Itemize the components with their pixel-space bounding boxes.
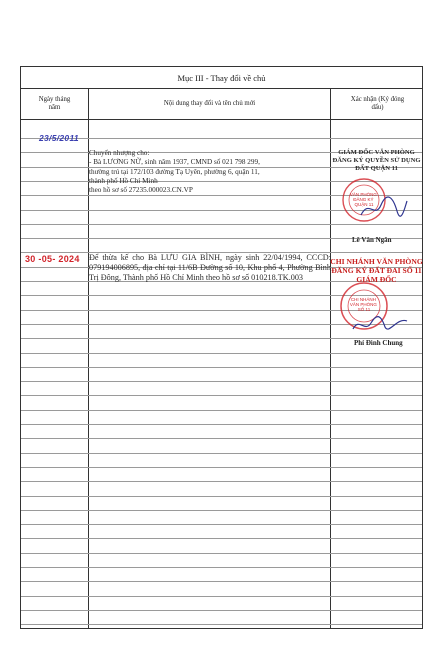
entry-1-authority: GIÁM ĐỐC VĂN PHÒNG ĐĂNG KÝ QUYỀN SỬ DỤNG ĐẤT QUẬN 11 — [332, 149, 421, 172]
entry-1-line: theo hồ sơ số 27235.000023.CN.VP — [89, 186, 193, 195]
entry-2-stamp-text: CHI NHÁNH VĂN PHÒNG SỐ 11 — [349, 297, 377, 312]
ruled-line — [21, 381, 422, 382]
ruled-line — [21, 596, 422, 597]
ruled-line — [21, 567, 422, 568]
ruled-line — [21, 410, 422, 411]
ruled-line — [21, 395, 422, 396]
ruled-line — [21, 138, 422, 139]
entry-1-stamp-text: VĂN PHÒNG ĐĂNG KÝ QUẬN 11 — [349, 192, 377, 207]
ruled-line — [21, 353, 422, 354]
entry-2-signer: Phí Đình Chung — [354, 339, 403, 347]
header-divider — [21, 119, 422, 120]
ruled-line — [21, 553, 422, 554]
entry-1-line: - Bà LƯƠNG NỮ, sinh năm 1937, CMND số 021 798 299, — [89, 158, 260, 167]
ruled-line — [21, 624, 422, 625]
ruled-line — [21, 367, 422, 368]
entry-1-signature-icon — [359, 195, 409, 221]
entry-1-date: 23/5/2011 — [39, 133, 79, 143]
section-title: Mục III - Thay đổi về chủ — [21, 67, 422, 89]
header-content: Nội dung thay đổi và tên chủ mới — [163, 100, 256, 107]
ruled-line — [21, 581, 422, 582]
header-date: Ngày tháng năm — [38, 96, 71, 111]
entry-2-date: 30 -05- 2024 — [25, 254, 80, 264]
entry-1-content — [89, 149, 331, 195]
entry-2-authority: CHI NHÁNH VĂN PHÒNG ĐĂNG KÝ ĐẤT ĐAI SỐ 11 GIÁM ĐỐC — [330, 257, 423, 284]
ownership-change-table — [20, 66, 423, 629]
entry-2-signature-icon — [351, 311, 409, 337]
ruled-line — [21, 481, 422, 482]
ruled-line — [21, 524, 422, 525]
ruled-line — [21, 610, 422, 611]
entry-1-line: Chuyển nhượng cho: — [89, 149, 150, 157]
ruled-line — [21, 510, 422, 511]
header-confirm: Xác nhận (Ký đóng dấu) — [350, 96, 405, 111]
ruled-line — [21, 496, 422, 497]
ruled-line — [21, 467, 422, 468]
ruled-line — [21, 538, 422, 539]
ruled-line — [21, 453, 422, 454]
entry-1-line: thành phố Hồ Chí Minh — [89, 176, 158, 185]
ruled-line — [21, 224, 422, 225]
entry-2-content: Để thừa kế cho Bà LƯU GIA BÌNH, ngày sinh 22/04/1994, CCCD: 079194006895, địa chỉ tại 11/6B Đường số 10, Khu phố 4, Phường Bình Trị Đông, Thành phố Hồ Chí Minh theo hồ sơ số 010218.TK.003 — [89, 253, 331, 282]
ruled-line — [21, 424, 422, 425]
entry-1-signer: Lê Văn Ngân — [352, 236, 392, 244]
ruled-line — [21, 438, 422, 439]
entry-1-line: thường trú tại 172/103 đường Tạ Uyên, phường 6, quận 11, — [89, 167, 260, 176]
